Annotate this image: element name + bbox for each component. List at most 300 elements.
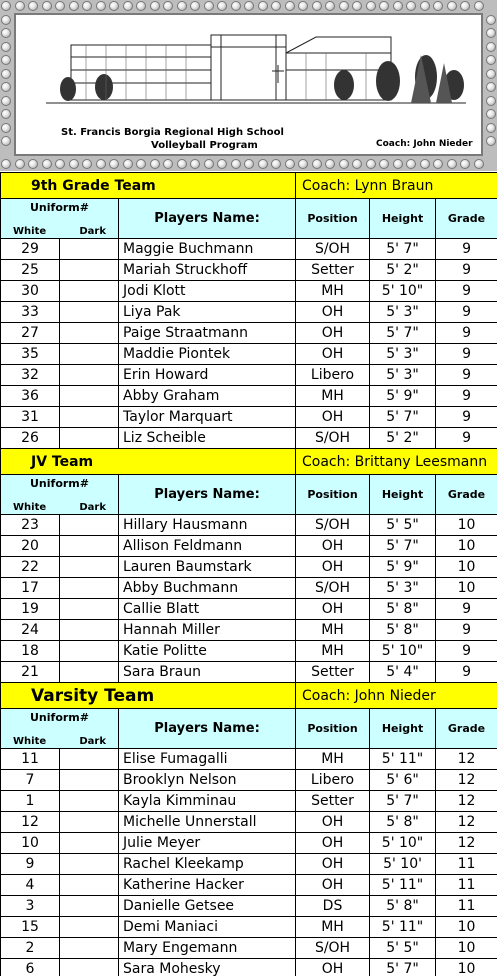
bead-ornament	[486, 69, 496, 79]
player-name: Julie Meyer	[119, 833, 296, 854]
white-number: 27	[1, 323, 60, 344]
uniform-label: Uniform#	[30, 710, 89, 724]
player-height: 5' 3"	[370, 344, 436, 365]
white-number: 6	[1, 959, 60, 976]
dark-number	[60, 791, 119, 812]
bead-ornament	[150, 159, 160, 169]
bead-ornament	[486, 109, 496, 119]
dark-number	[60, 302, 119, 323]
player-position: OH	[296, 557, 370, 578]
player-grade: 9	[436, 386, 497, 407]
player-grade: 10	[436, 515, 497, 536]
player-name: Liz Scheible	[119, 428, 296, 449]
bead-ornament	[379, 159, 389, 169]
bead-ornament	[217, 1, 227, 11]
player-grade: 9	[436, 620, 497, 641]
bead-ornament	[447, 1, 457, 11]
grade-header: Grade	[436, 475, 497, 515]
player-grade: 9	[436, 407, 497, 428]
player-grade: 9	[436, 323, 497, 344]
player-row	[1, 875, 497, 896]
player-height: 5' 9"	[370, 557, 436, 578]
position-header: Position	[296, 709, 370, 749]
player-height: 5' 7"	[370, 791, 436, 812]
player-grade: 9	[436, 662, 497, 683]
white-number: 10	[1, 833, 60, 854]
bead-ornament	[96, 1, 106, 11]
position-header: Position	[296, 475, 370, 515]
white-number: 2	[1, 938, 60, 959]
header-banner	[0, 0, 497, 171]
player-row	[1, 260, 497, 281]
player-grade: 9	[436, 599, 497, 620]
player-name: Jodi Klott	[119, 281, 296, 302]
player-height: 5' 8"	[370, 896, 436, 917]
player-height: 5' 7"	[370, 959, 436, 976]
player-row	[1, 515, 497, 536]
dark-number	[60, 875, 119, 896]
white-number: 15	[1, 917, 60, 938]
players-name-header: Players Name:	[119, 199, 296, 239]
bead-ornament	[486, 28, 496, 38]
player-height: 5' 8"	[370, 599, 436, 620]
white-number: 36	[1, 386, 60, 407]
dark-label: Dark	[79, 225, 106, 237]
bead-ornament	[352, 1, 362, 11]
white-number: 20	[1, 536, 60, 557]
player-grade: 9	[436, 641, 497, 662]
player-name: Sara Braun	[119, 662, 296, 683]
bead-ornament	[1, 55, 11, 65]
player-name: Hillary Hausmann	[119, 515, 296, 536]
team-title: Varsity Team	[1, 683, 296, 709]
bead-ornament	[486, 96, 496, 106]
player-position: OH	[296, 812, 370, 833]
team-title: 9th Grade Team	[1, 173, 296, 199]
bead-ornament	[217, 159, 227, 169]
player-position: OH	[296, 536, 370, 557]
player-height: 5' 11"	[370, 917, 436, 938]
player-grade: 10	[436, 917, 497, 938]
bead-ornament	[109, 159, 119, 169]
dark-number	[60, 620, 119, 641]
bead-ornament	[231, 159, 241, 169]
bead-ornament	[1, 82, 11, 92]
player-grade: 10	[436, 938, 497, 959]
player-grade: 9	[436, 344, 497, 365]
bead-ornament	[136, 159, 146, 169]
player-grade: 9	[436, 260, 497, 281]
player-grade: 12	[436, 770, 497, 791]
grade-header: Grade	[436, 199, 497, 239]
player-position: S/OH	[296, 239, 370, 260]
bead-ornament	[163, 159, 173, 169]
white-number: 21	[1, 662, 60, 683]
bead-ornament	[1, 15, 11, 25]
bead-ornament	[55, 1, 65, 11]
player-grade: 11	[436, 875, 497, 896]
player-name: Kayla Kimminau	[119, 791, 296, 812]
bead-ornament	[69, 1, 79, 11]
white-number: 25	[1, 260, 60, 281]
dark-label: Dark	[79, 735, 106, 747]
player-name: Maddie Piontek	[119, 344, 296, 365]
player-row	[1, 749, 497, 770]
player-height: 5' 5"	[370, 938, 436, 959]
dark-number	[60, 344, 119, 365]
bead-ornament	[420, 1, 430, 11]
player-row	[1, 365, 497, 386]
player-name: Liya Pak	[119, 302, 296, 323]
bead-ornament	[204, 1, 214, 11]
bead-ornament	[285, 159, 295, 169]
bead-ornament	[258, 1, 268, 11]
bead-ornament	[150, 1, 160, 11]
uniform-label: Uniform#	[30, 200, 89, 214]
player-grade: 9	[436, 281, 497, 302]
bead-ornament	[366, 1, 376, 11]
bead-ornament	[96, 159, 106, 169]
bead-ornament	[486, 123, 496, 133]
player-grade: 11	[436, 896, 497, 917]
bead-ornament	[69, 159, 79, 169]
bead-ornament	[136, 1, 146, 11]
bead-ornament	[420, 159, 430, 169]
banner-coach: Coach: John Nieder	[376, 139, 473, 149]
player-name: Mariah Struckhoff	[119, 260, 296, 281]
white-number: 19	[1, 599, 60, 620]
player-grade: 11	[436, 854, 497, 875]
bead-ornament	[393, 159, 403, 169]
player-height: 5' 3"	[370, 365, 436, 386]
white-number: 4	[1, 875, 60, 896]
white-number: 32	[1, 365, 60, 386]
bead-ornament	[433, 159, 443, 169]
bead-ornament	[474, 159, 484, 169]
player-height: 5' 7"	[370, 323, 436, 344]
player-name: Erin Howard	[119, 365, 296, 386]
player-name: Abby Buchmann	[119, 578, 296, 599]
player-row	[1, 578, 497, 599]
player-height: 5' 2"	[370, 260, 436, 281]
dark-number	[60, 428, 119, 449]
bead-ornament	[82, 1, 92, 11]
bead-ornament	[298, 159, 308, 169]
bead-ornament	[298, 1, 308, 11]
dark-number	[60, 896, 119, 917]
dark-number	[60, 281, 119, 302]
bead-ornament	[204, 159, 214, 169]
player-row	[1, 407, 497, 428]
player-position: Libero	[296, 770, 370, 791]
height-header: Height	[370, 199, 436, 239]
player-name: Abby Graham	[119, 386, 296, 407]
player-row	[1, 239, 497, 260]
bead-ornament	[1, 28, 11, 38]
player-position: S/OH	[296, 578, 370, 599]
bead-ornament	[244, 159, 254, 169]
bead-ornament	[55, 159, 65, 169]
player-height: 5' 10"	[370, 641, 436, 662]
player-position: MH	[296, 620, 370, 641]
player-row	[1, 812, 497, 833]
bead-ornament	[352, 159, 362, 169]
bead-ornament	[433, 1, 443, 11]
player-row	[1, 791, 497, 812]
white-number: 24	[1, 620, 60, 641]
bead-ornament	[190, 1, 200, 11]
school-name: St. Francis Borgia Regional High School	[61, 127, 284, 138]
player-row	[1, 896, 497, 917]
player-position: S/OH	[296, 938, 370, 959]
bead-ornament	[231, 1, 241, 11]
player-name: Elise Fumagalli	[119, 749, 296, 770]
dark-number	[60, 833, 119, 854]
player-name: Katie Politte	[119, 641, 296, 662]
bead-ornament	[486, 15, 496, 25]
bead-ornament	[258, 159, 268, 169]
bead-ornament	[15, 159, 25, 169]
dark-number	[60, 365, 119, 386]
player-height: 5' 3"	[370, 302, 436, 323]
bead-ornament	[325, 1, 335, 11]
white-number: 12	[1, 812, 60, 833]
white-number: 18	[1, 641, 60, 662]
player-position: Setter	[296, 662, 370, 683]
bead-ornament	[312, 159, 322, 169]
player-row	[1, 641, 497, 662]
bead-ornament	[177, 159, 187, 169]
player-grade: 12	[436, 833, 497, 854]
player-position: OH	[296, 302, 370, 323]
bead-ornament	[1, 136, 11, 146]
bead-ornament	[1, 123, 11, 133]
player-row	[1, 662, 497, 683]
bead-ornament	[460, 159, 470, 169]
player-row	[1, 770, 497, 791]
bead-ornament	[28, 1, 38, 11]
player-name: Katherine Hacker	[119, 875, 296, 896]
dark-number	[60, 917, 119, 938]
player-row	[1, 599, 497, 620]
player-name: Demi Maniaci	[119, 917, 296, 938]
bead-ornament	[406, 159, 416, 169]
player-row	[1, 557, 497, 578]
bead-ornament	[285, 1, 295, 11]
bead-ornament	[177, 1, 187, 11]
bead-ornament	[244, 1, 254, 11]
dark-number	[60, 749, 119, 770]
player-position: OH	[296, 833, 370, 854]
player-height: 5' 8"	[370, 620, 436, 641]
bead-ornament	[447, 159, 457, 169]
bead-ornament	[82, 159, 92, 169]
player-name: Hannah Miller	[119, 620, 296, 641]
player-height: 5' 6"	[370, 770, 436, 791]
player-row	[1, 323, 497, 344]
uniform-header	[1, 709, 119, 749]
bead-ornament	[123, 1, 133, 11]
bead-ornament	[1, 109, 11, 119]
white-number: 29	[1, 239, 60, 260]
player-row	[1, 959, 497, 976]
player-name: Callie Blatt	[119, 599, 296, 620]
player-height: 5' 10'	[370, 854, 436, 875]
roster-body	[1, 173, 497, 976]
bead-ornament	[393, 1, 403, 11]
dark-number	[60, 260, 119, 281]
bead-ornament	[1, 159, 11, 169]
dark-number	[60, 239, 119, 260]
player-grade: 12	[436, 791, 497, 812]
dark-number	[60, 662, 119, 683]
team-coach: Coach: Lynn Braun	[296, 173, 497, 199]
bead-ornament	[123, 159, 133, 169]
bead-ornament	[339, 1, 349, 11]
school-building-sketch	[16, 15, 481, 125]
player-position: DS	[296, 896, 370, 917]
bead-ornament	[460, 1, 470, 11]
bead-ornament	[406, 1, 416, 11]
uniform-header	[1, 199, 119, 239]
bead-ornament	[486, 42, 496, 52]
player-name: Paige Straatmann	[119, 323, 296, 344]
white-number: 22	[1, 557, 60, 578]
bead-ornament	[271, 1, 281, 11]
white-number: 17	[1, 578, 60, 599]
height-header: Height	[370, 709, 436, 749]
dark-number	[60, 812, 119, 833]
player-row	[1, 938, 497, 959]
bead-ornament	[15, 1, 25, 11]
player-position: Libero	[296, 365, 370, 386]
players-name-header: Players Name:	[119, 709, 296, 749]
bead-ornament	[486, 136, 496, 146]
player-grade: 10	[436, 557, 497, 578]
player-grade: 9	[436, 428, 497, 449]
player-position: Setter	[296, 260, 370, 281]
player-height: 5' 11"	[370, 749, 436, 770]
player-grade: 10	[436, 536, 497, 557]
player-height: 5' 7"	[370, 239, 436, 260]
dark-number	[60, 599, 119, 620]
team-header-row	[1, 683, 497, 709]
player-row	[1, 536, 497, 557]
dark-number	[60, 407, 119, 428]
dark-number	[60, 959, 119, 976]
position-header: Position	[296, 199, 370, 239]
bead-ornament	[312, 1, 322, 11]
bead-ornament	[474, 1, 484, 11]
white-number: 3	[1, 896, 60, 917]
player-name: Lauren Baumstark	[119, 557, 296, 578]
grade-header: Grade	[436, 709, 497, 749]
bead-ornament	[1, 96, 11, 106]
player-row	[1, 386, 497, 407]
player-row	[1, 917, 497, 938]
bead-ornament	[486, 82, 496, 92]
player-name: Taylor Marquart	[119, 407, 296, 428]
player-position: MH	[296, 281, 370, 302]
player-position: OH	[296, 875, 370, 896]
player-name: Allison Feldmann	[119, 536, 296, 557]
bead-ornament	[28, 159, 38, 169]
column-header-row	[1, 709, 497, 749]
player-height: 5' 5"	[370, 515, 436, 536]
player-position: OH	[296, 599, 370, 620]
bead-ornament	[486, 55, 496, 65]
dark-number	[60, 536, 119, 557]
dark-number	[60, 641, 119, 662]
dark-number	[60, 578, 119, 599]
player-position: MH	[296, 386, 370, 407]
player-name: Danielle Getsee	[119, 896, 296, 917]
dark-number	[60, 515, 119, 536]
team-header-row	[1, 449, 497, 475]
player-position: S/OH	[296, 428, 370, 449]
bead-ornament	[42, 159, 52, 169]
roster-table	[0, 172, 497, 976]
player-height: 5' 11"	[370, 875, 436, 896]
program-name: Volleyball Program	[151, 140, 258, 151]
white-number: 1	[1, 791, 60, 812]
player-height: 5' 10"	[370, 833, 436, 854]
player-height: 5' 7"	[370, 536, 436, 557]
player-position: Setter	[296, 791, 370, 812]
dark-number	[60, 770, 119, 791]
white-number: 30	[1, 281, 60, 302]
bead-ornament	[1, 69, 11, 79]
player-height: 5' 8"	[370, 812, 436, 833]
player-position: OH	[296, 323, 370, 344]
player-grade: 9	[436, 302, 497, 323]
player-grade: 10	[436, 959, 497, 976]
dark-label: Dark	[79, 501, 106, 513]
bead-ornament	[163, 1, 173, 11]
bead-ornament	[366, 159, 376, 169]
player-grade: 12	[436, 812, 497, 833]
dark-number	[60, 386, 119, 407]
column-header-row	[1, 475, 497, 515]
player-row	[1, 833, 497, 854]
bead-ornament	[1, 1, 11, 11]
player-row	[1, 428, 497, 449]
player-row	[1, 344, 497, 365]
uniform-header	[1, 475, 119, 515]
player-position: OH	[296, 959, 370, 976]
player-row	[1, 620, 497, 641]
dark-number	[60, 854, 119, 875]
bead-ornament	[271, 159, 281, 169]
player-grade: 10	[436, 578, 497, 599]
player-grade: 9	[436, 239, 497, 260]
player-position: MH	[296, 641, 370, 662]
bead-ornament	[190, 159, 200, 169]
white-number: 33	[1, 302, 60, 323]
white-number: 23	[1, 515, 60, 536]
player-height: 5' 4"	[370, 662, 436, 683]
player-row	[1, 302, 497, 323]
height-header: Height	[370, 475, 436, 515]
player-name: Sara Mohesky	[119, 959, 296, 976]
bead-ornament	[379, 1, 389, 11]
player-height: 5' 2"	[370, 428, 436, 449]
dark-number	[60, 938, 119, 959]
white-number: 31	[1, 407, 60, 428]
uniform-label: Uniform#	[30, 476, 89, 490]
player-position: OH	[296, 407, 370, 428]
school-sketch-panel	[14, 13, 483, 156]
